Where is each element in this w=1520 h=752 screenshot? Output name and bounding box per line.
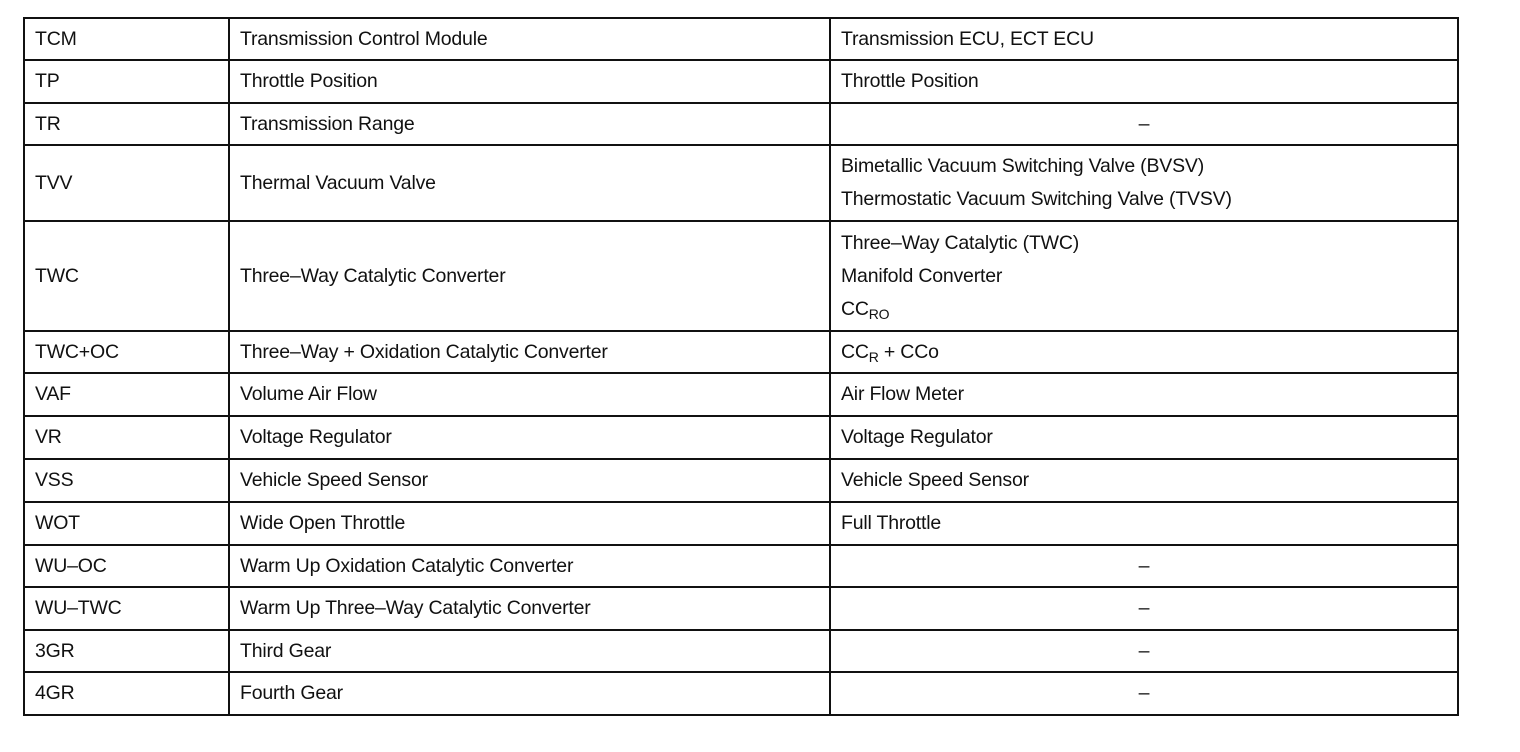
other-name-cell: –	[830, 545, 1458, 587]
other-name-cell: Transmission ECU, ECT ECU	[830, 18, 1458, 60]
abbreviation-cell: TWC+OC	[24, 331, 229, 373]
formula-base: CC	[841, 340, 869, 363]
other-name-line: Manifold Converter	[841, 264, 1003, 287]
other-name-cell: Air Flow Meter	[830, 373, 1458, 416]
other-name-cell	[830, 331, 1458, 373]
abbreviation-cell: 3GR	[24, 630, 229, 672]
other-name-line: Three–Way Catalytic (TWC)	[841, 231, 1080, 254]
other-name-cell: Voltage Regulator	[830, 416, 1458, 459]
other-name-cell: Vehicle Speed Sensor	[830, 459, 1458, 502]
abbreviations-table	[23, 17, 1459, 716]
table-row	[24, 221, 1458, 331]
other-name-cell: –	[830, 630, 1458, 672]
other-name-cell: Full Throttle	[830, 502, 1458, 545]
formula-rest: + CCo	[878, 340, 939, 363]
formula-subscript: RO	[868, 305, 890, 322]
term-cell: Throttle Position	[229, 60, 830, 103]
abbreviation-cell: WU–TWC	[24, 587, 229, 630]
term-cell: Wide Open Throttle	[229, 502, 830, 545]
abbreviation-cell: WOT	[24, 502, 229, 545]
term-cell: Three–Way Catalytic Converter	[229, 221, 830, 331]
table-row	[24, 18, 1458, 60]
formula-base: CC	[841, 297, 869, 320]
table-row	[24, 60, 1458, 103]
term-cell: Thermal Vacuum Valve	[229, 145, 830, 221]
table-row	[24, 103, 1458, 145]
other-name-cell: Throttle Position	[830, 60, 1458, 103]
abbreviation-cell: TVV	[24, 145, 229, 221]
abbreviation-cell: WU–OC	[24, 545, 229, 587]
table-row	[24, 145, 1458, 221]
table-row	[24, 416, 1458, 459]
other-name-line: Bimetallic Vacuum Switching Valve (BVSV)	[841, 155, 1204, 177]
term-cell: Fourth Gear	[229, 672, 830, 715]
abbreviation-cell: VSS	[24, 459, 229, 502]
other-name-cell	[830, 145, 1458, 221]
term-cell: Vehicle Speed Sensor	[229, 459, 830, 502]
table-row	[24, 545, 1458, 587]
term-cell: Three–Way + Oxidation Catalytic Converter	[229, 331, 830, 373]
term-cell: Third Gear	[229, 630, 830, 672]
abbreviation-cell: TP	[24, 60, 229, 103]
other-name-line: Thermostatic Vacuum Switching Valve (TVSV)	[841, 188, 1232, 210]
formula-subscript: R	[868, 348, 879, 365]
term-cell: Transmission Control Module	[229, 18, 830, 60]
other-name-cell: –	[830, 587, 1458, 630]
abbreviation-cell: 4GR	[24, 672, 229, 715]
table-row	[24, 630, 1458, 672]
term-cell: Warm Up Oxidation Catalytic Converter	[229, 545, 830, 587]
term-cell: Volume Air Flow	[229, 373, 830, 416]
abbreviation-cell: TR	[24, 103, 229, 145]
table-row	[24, 373, 1458, 416]
abbreviation-cell: VAF	[24, 373, 229, 416]
other-name-line	[841, 293, 1447, 326]
table-row	[24, 331, 1458, 373]
abbreviation-cell: TCM	[24, 18, 229, 60]
term-cell: Warm Up Three–Way Catalytic Converter	[229, 587, 830, 630]
term-cell: Voltage Regulator	[229, 416, 830, 459]
table-row	[24, 587, 1458, 630]
table-row	[24, 672, 1458, 715]
other-name-cell: –	[830, 672, 1458, 715]
term-cell: Transmission Range	[229, 103, 830, 145]
abbreviation-cell: VR	[24, 416, 229, 459]
table-row	[24, 502, 1458, 545]
abbreviation-cell: TWC	[24, 221, 229, 331]
other-name-cell	[830, 221, 1458, 331]
other-name-cell: –	[830, 103, 1458, 145]
table-row	[24, 459, 1458, 502]
